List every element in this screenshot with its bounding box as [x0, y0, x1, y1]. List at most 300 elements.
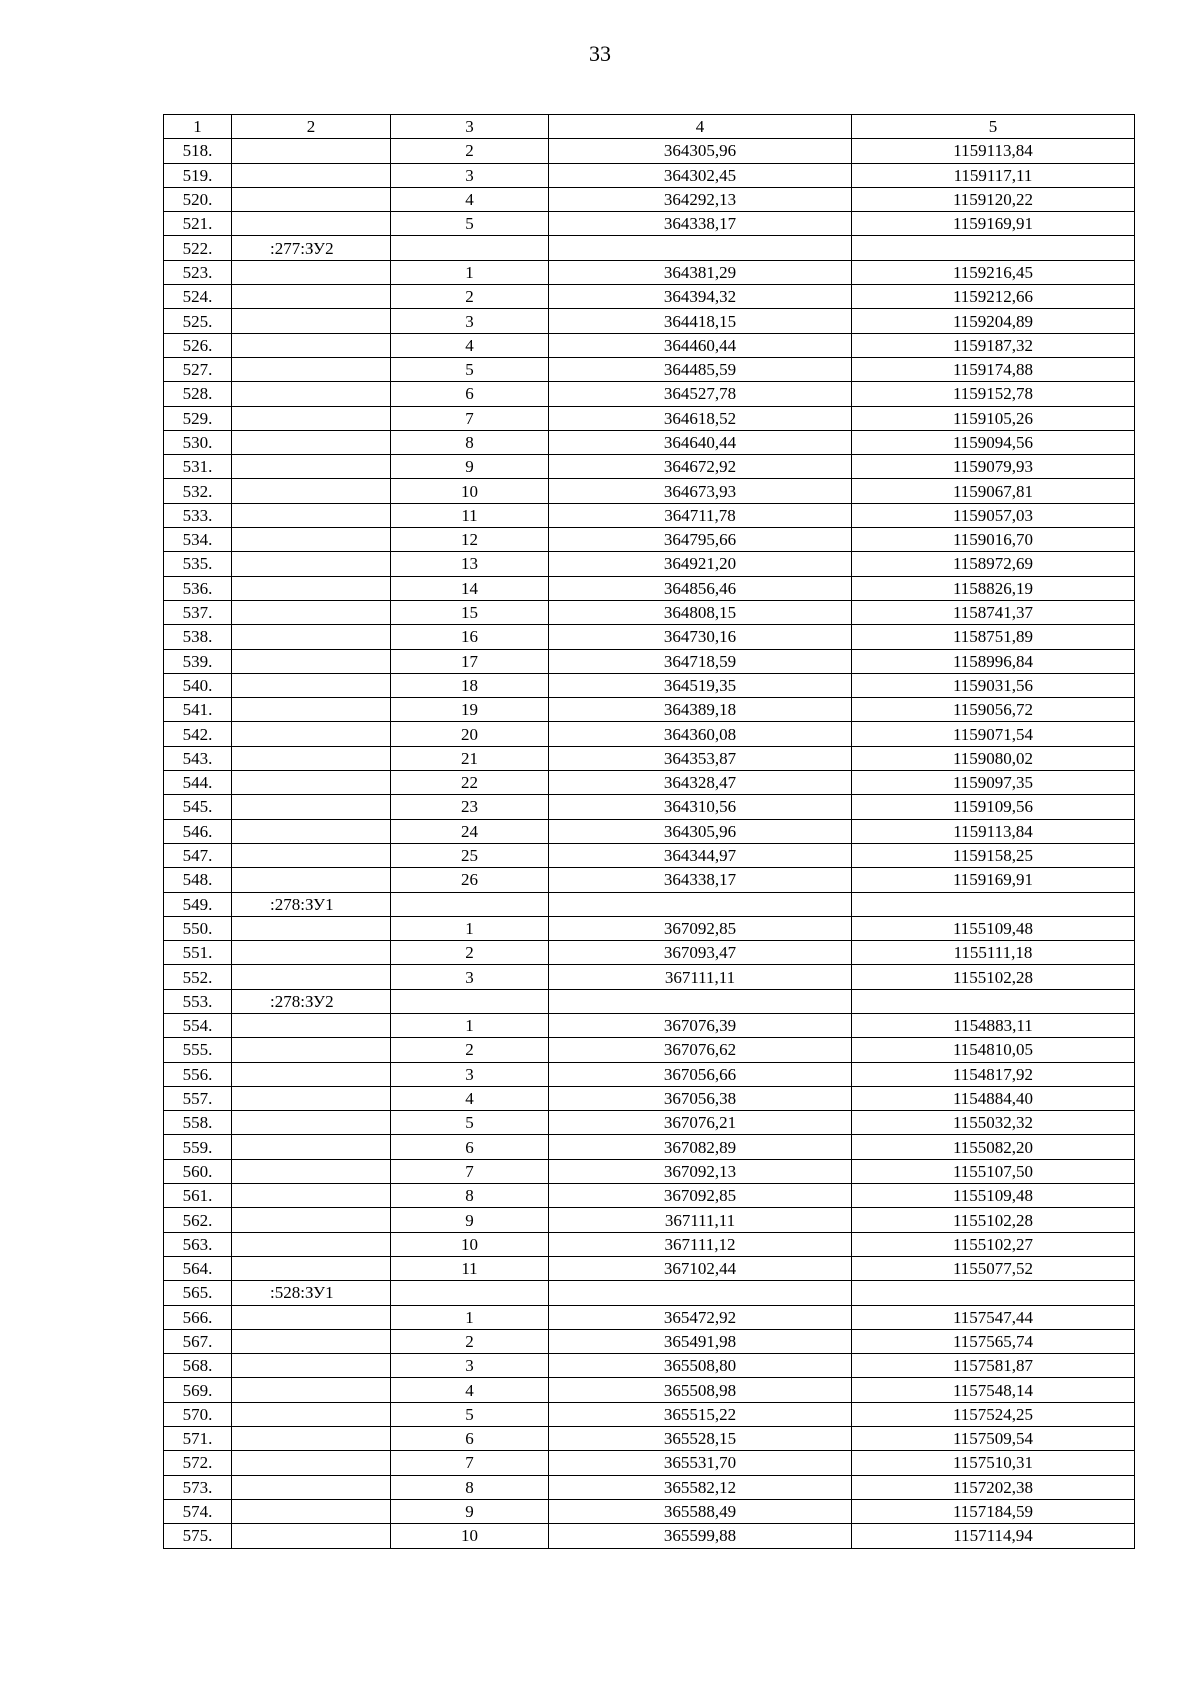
- table-row: [164, 649, 1135, 673]
- point-number-cell: 8: [391, 430, 549, 454]
- parcel-id-cell: [232, 941, 391, 965]
- y-coordinate-cell: 1154810,05: [852, 1038, 1135, 1062]
- y-coordinate-cell: 1159113,84: [852, 139, 1135, 163]
- x-coordinate-cell: 367092,85: [549, 916, 852, 940]
- x-coordinate-cell: 365599,88: [549, 1524, 852, 1548]
- x-coordinate-cell: 367093,47: [549, 941, 852, 965]
- parcel-id-cell: :278:ЗУ1: [232, 892, 391, 916]
- y-coordinate-cell: 1154883,11: [852, 1013, 1135, 1037]
- x-coordinate-cell: 365582,12: [549, 1475, 852, 1499]
- point-number-cell: 20: [391, 722, 549, 746]
- table-row: [164, 1135, 1135, 1159]
- y-coordinate-cell: [852, 989, 1135, 1013]
- y-coordinate-cell: 1155102,28: [852, 965, 1135, 989]
- table-row: [164, 455, 1135, 479]
- point-number-cell: 8: [391, 1184, 549, 1208]
- x-coordinate-cell: [549, 236, 852, 260]
- point-number-cell: 11: [391, 1256, 549, 1280]
- table-row: [164, 1232, 1135, 1256]
- point-number-cell: 7: [391, 1159, 549, 1183]
- row-number-cell: 538.: [164, 625, 232, 649]
- table-row: [164, 333, 1135, 357]
- x-coordinate-cell: 367056,66: [549, 1062, 852, 1086]
- parcel-id-cell: [232, 333, 391, 357]
- x-coordinate-cell: 364338,17: [549, 212, 852, 236]
- y-coordinate-cell: 1159067,81: [852, 479, 1135, 503]
- point-number-cell: 11: [391, 503, 549, 527]
- y-coordinate-cell: 1155102,27: [852, 1232, 1135, 1256]
- point-number-cell: 1: [391, 1305, 549, 1329]
- x-coordinate-cell: 367076,21: [549, 1111, 852, 1135]
- row-number-cell: 542.: [164, 722, 232, 746]
- point-number-cell: 2: [391, 1038, 549, 1062]
- y-coordinate-cell: 1157509,54: [852, 1427, 1135, 1451]
- table-row: [164, 1013, 1135, 1037]
- row-number-cell: 520.: [164, 187, 232, 211]
- point-number-cell: 1: [391, 916, 549, 940]
- x-coordinate-cell: 365515,22: [549, 1402, 852, 1426]
- table-row: [164, 1354, 1135, 1378]
- table-row: [164, 941, 1135, 965]
- point-number-cell: 2: [391, 941, 549, 965]
- x-coordinate-cell: [549, 1281, 852, 1305]
- row-number-cell: 563.: [164, 1232, 232, 1256]
- y-coordinate-cell: 1157524,25: [852, 1402, 1135, 1426]
- row-number-cell: 567.: [164, 1329, 232, 1353]
- point-number-cell: 6: [391, 1135, 549, 1159]
- x-coordinate-cell: 364673,93: [549, 479, 852, 503]
- parcel-id-cell: [232, 1305, 391, 1329]
- point-number-cell: 2: [391, 1329, 549, 1353]
- row-number-cell: 564.: [164, 1256, 232, 1280]
- point-number-cell: [391, 989, 549, 1013]
- table-row: [164, 795, 1135, 819]
- y-coordinate-cell: 1158751,89: [852, 625, 1135, 649]
- row-number-cell: 545.: [164, 795, 232, 819]
- row-number-cell: 568.: [164, 1354, 232, 1378]
- parcel-id-cell: [232, 625, 391, 649]
- x-coordinate-cell: 365528,15: [549, 1427, 852, 1451]
- parcel-id-cell: [232, 430, 391, 454]
- table-row: [164, 746, 1135, 770]
- point-number-cell: 17: [391, 649, 549, 673]
- point-number-cell: 6: [391, 382, 549, 406]
- parcel-id-cell: [232, 916, 391, 940]
- y-coordinate-cell: 1157548,14: [852, 1378, 1135, 1402]
- parcel-id-cell: [232, 163, 391, 187]
- y-coordinate-cell: 1159113,84: [852, 819, 1135, 843]
- y-coordinate-cell: 1155109,48: [852, 916, 1135, 940]
- x-coordinate-cell: 364302,45: [549, 163, 852, 187]
- parcel-id-cell: [232, 771, 391, 795]
- row-number-cell: 534.: [164, 528, 232, 552]
- table-row: [164, 1305, 1135, 1329]
- point-number-cell: 2: [391, 139, 549, 163]
- y-coordinate-cell: [852, 892, 1135, 916]
- x-coordinate-cell: 364460,44: [549, 333, 852, 357]
- point-number-cell: 18: [391, 673, 549, 697]
- point-number-cell: 4: [391, 333, 549, 357]
- point-number-cell: 3: [391, 965, 549, 989]
- row-number-cell: 550.: [164, 916, 232, 940]
- row-number-cell: 554.: [164, 1013, 232, 1037]
- table-row: [164, 1111, 1135, 1135]
- x-coordinate-cell: 367076,39: [549, 1013, 852, 1037]
- point-number-cell: 4: [391, 187, 549, 211]
- table-row: [164, 1475, 1135, 1499]
- y-coordinate-cell: 1159174,88: [852, 357, 1135, 381]
- column-header-2: 2: [232, 115, 391, 139]
- row-number-cell: 555.: [164, 1038, 232, 1062]
- x-coordinate-cell: 367111,11: [549, 1208, 852, 1232]
- point-number-cell: 10: [391, 479, 549, 503]
- x-coordinate-cell: 364485,59: [549, 357, 852, 381]
- x-coordinate-cell: 367076,62: [549, 1038, 852, 1062]
- point-number-cell: 3: [391, 163, 549, 187]
- x-coordinate-cell: 365472,92: [549, 1305, 852, 1329]
- parcel-id-cell: :528:ЗУ1: [232, 1281, 391, 1305]
- y-coordinate-cell: 1159031,56: [852, 673, 1135, 697]
- table-row: [164, 600, 1135, 624]
- parcel-id-cell: [232, 1499, 391, 1523]
- row-number-cell: 546.: [164, 819, 232, 843]
- row-number-cell: 522.: [164, 236, 232, 260]
- row-number-cell: 531.: [164, 455, 232, 479]
- x-coordinate-cell: 364921,20: [549, 552, 852, 576]
- y-coordinate-cell: 1157581,87: [852, 1354, 1135, 1378]
- table-row: [164, 1451, 1135, 1475]
- point-number-cell: 19: [391, 698, 549, 722]
- table-row: [164, 1208, 1135, 1232]
- point-number-cell: 7: [391, 406, 549, 430]
- y-coordinate-cell: 1155107,50: [852, 1159, 1135, 1183]
- row-number-cell: 536.: [164, 576, 232, 600]
- y-coordinate-cell: 1159057,03: [852, 503, 1135, 527]
- point-number-cell: [391, 892, 549, 916]
- row-number-cell: 518.: [164, 139, 232, 163]
- row-number-cell: 570.: [164, 1402, 232, 1426]
- parcel-id-cell: [232, 139, 391, 163]
- y-coordinate-cell: 1159158,25: [852, 843, 1135, 867]
- row-number-cell: 547.: [164, 843, 232, 867]
- y-coordinate-cell: 1157547,44: [852, 1305, 1135, 1329]
- y-coordinate-cell: 1159117,11: [852, 163, 1135, 187]
- x-coordinate-cell: [549, 892, 852, 916]
- point-number-cell: 16: [391, 625, 549, 649]
- y-coordinate-cell: 1155082,20: [852, 1135, 1135, 1159]
- x-coordinate-cell: 364640,44: [549, 430, 852, 454]
- point-number-cell: 5: [391, 212, 549, 236]
- y-coordinate-cell: 1159071,54: [852, 722, 1135, 746]
- y-coordinate-cell: [852, 1281, 1135, 1305]
- table-row: [164, 1378, 1135, 1402]
- row-number-cell: 573.: [164, 1475, 232, 1499]
- point-number-cell: 4: [391, 1378, 549, 1402]
- table-row: [164, 868, 1135, 892]
- x-coordinate-cell: 364519,35: [549, 673, 852, 697]
- y-coordinate-cell: 1157510,31: [852, 1451, 1135, 1475]
- x-coordinate-cell: 367056,38: [549, 1086, 852, 1110]
- row-number-cell: 553.: [164, 989, 232, 1013]
- x-coordinate-cell: 364730,16: [549, 625, 852, 649]
- row-number-cell: 551.: [164, 941, 232, 965]
- table-row: [164, 673, 1135, 697]
- point-number-cell: 10: [391, 1232, 549, 1256]
- point-number-cell: 13: [391, 552, 549, 576]
- column-header-1: 1: [164, 115, 232, 139]
- row-number-cell: 533.: [164, 503, 232, 527]
- row-number-cell: 561.: [164, 1184, 232, 1208]
- table-row: [164, 1329, 1135, 1353]
- row-number-cell: 529.: [164, 406, 232, 430]
- y-coordinate-cell: 1159152,78: [852, 382, 1135, 406]
- parcel-id-cell: [232, 1184, 391, 1208]
- point-number-cell: 3: [391, 309, 549, 333]
- row-number-cell: 549.: [164, 892, 232, 916]
- x-coordinate-cell: 365508,98: [549, 1378, 852, 1402]
- parcel-id-cell: [232, 455, 391, 479]
- point-number-cell: [391, 236, 549, 260]
- y-coordinate-cell: 1159079,93: [852, 455, 1135, 479]
- row-number-cell: 521.: [164, 212, 232, 236]
- point-number-cell: 15: [391, 600, 549, 624]
- row-number-cell: 574.: [164, 1499, 232, 1523]
- y-coordinate-cell: 1157202,38: [852, 1475, 1135, 1499]
- row-number-cell: 559.: [164, 1135, 232, 1159]
- y-coordinate-cell: 1159097,35: [852, 771, 1135, 795]
- parcel-id-cell: [232, 260, 391, 284]
- y-coordinate-cell: 1158972,69: [852, 552, 1135, 576]
- point-number-cell: 1: [391, 1013, 549, 1037]
- table-row: [164, 285, 1135, 309]
- x-coordinate-cell: 364338,17: [549, 868, 852, 892]
- table-row: [164, 187, 1135, 211]
- row-number-cell: 537.: [164, 600, 232, 624]
- point-number-cell: 24: [391, 819, 549, 843]
- x-coordinate-cell: 364394,32: [549, 285, 852, 309]
- row-number-cell: 530.: [164, 430, 232, 454]
- table-row: [164, 1159, 1135, 1183]
- table-row: [164, 1402, 1135, 1426]
- point-number-cell: 4: [391, 1086, 549, 1110]
- row-number-cell: 560.: [164, 1159, 232, 1183]
- parcel-id-cell: [232, 746, 391, 770]
- coordinates-table: [163, 114, 1135, 1549]
- x-coordinate-cell: 367111,11: [549, 965, 852, 989]
- table-row: [164, 479, 1135, 503]
- parcel-id-cell: [232, 1329, 391, 1353]
- parcel-id-cell: [232, 1111, 391, 1135]
- parcel-id-cell: [232, 479, 391, 503]
- x-coordinate-cell: 364672,92: [549, 455, 852, 479]
- x-coordinate-cell: 367092,13: [549, 1159, 852, 1183]
- row-number-cell: 541.: [164, 698, 232, 722]
- y-coordinate-cell: 1159212,66: [852, 285, 1135, 309]
- row-number-cell: 539.: [164, 649, 232, 673]
- table-row: [164, 1524, 1135, 1548]
- y-coordinate-cell: 1154884,40: [852, 1086, 1135, 1110]
- page-number: 33: [589, 41, 611, 66]
- table-row: [164, 892, 1135, 916]
- table-row: [164, 139, 1135, 163]
- table-row: [164, 989, 1135, 1013]
- row-number-cell: 540.: [164, 673, 232, 697]
- parcel-id-cell: [232, 673, 391, 697]
- table-row: [164, 819, 1135, 843]
- parcel-id-cell: [232, 406, 391, 430]
- table-row: [164, 771, 1135, 795]
- column-header-3: 3: [391, 115, 549, 139]
- y-coordinate-cell: 1154817,92: [852, 1062, 1135, 1086]
- point-number-cell: 25: [391, 843, 549, 867]
- parcel-id-cell: [232, 819, 391, 843]
- y-coordinate-cell: 1159169,91: [852, 868, 1135, 892]
- point-number-cell: 26: [391, 868, 549, 892]
- row-number-cell: 562.: [164, 1208, 232, 1232]
- y-coordinate-cell: 1155109,48: [852, 1184, 1135, 1208]
- parcel-id-cell: [232, 382, 391, 406]
- parcel-id-cell: [232, 795, 391, 819]
- x-coordinate-cell: 365508,80: [549, 1354, 852, 1378]
- parcel-id-cell: [232, 1135, 391, 1159]
- x-coordinate-cell: 364305,96: [549, 819, 852, 843]
- point-number-cell: 1: [391, 260, 549, 284]
- point-number-cell: 9: [391, 1499, 549, 1523]
- parcel-id-cell: [232, 1232, 391, 1256]
- point-number-cell: 7: [391, 1451, 549, 1475]
- x-coordinate-cell: 365491,98: [549, 1329, 852, 1353]
- table-row: [164, 1184, 1135, 1208]
- parcel-id-cell: [232, 868, 391, 892]
- y-coordinate-cell: 1157114,94: [852, 1524, 1135, 1548]
- y-coordinate-cell: 1159187,32: [852, 333, 1135, 357]
- x-coordinate-cell: 367082,89: [549, 1135, 852, 1159]
- point-number-cell: 10: [391, 1524, 549, 1548]
- y-coordinate-cell: 1155111,18: [852, 941, 1135, 965]
- y-coordinate-cell: 1155077,52: [852, 1256, 1135, 1280]
- row-number-cell: 571.: [164, 1427, 232, 1451]
- table-row: [164, 1086, 1135, 1110]
- point-number-cell: 12: [391, 528, 549, 552]
- row-number-cell: 557.: [164, 1086, 232, 1110]
- x-coordinate-cell: 364381,29: [549, 260, 852, 284]
- y-coordinate-cell: 1158996,84: [852, 649, 1135, 673]
- y-coordinate-cell: 1159056,72: [852, 698, 1135, 722]
- y-coordinate-cell: 1155102,28: [852, 1208, 1135, 1232]
- table-row: [164, 382, 1135, 406]
- table-row: [164, 1062, 1135, 1086]
- table-row: [164, 1499, 1135, 1523]
- row-number-cell: 565.: [164, 1281, 232, 1305]
- x-coordinate-cell: 364618,52: [549, 406, 852, 430]
- x-coordinate-cell: 365588,49: [549, 1499, 852, 1523]
- table-row: [164, 625, 1135, 649]
- row-number-cell: 572.: [164, 1451, 232, 1475]
- y-coordinate-cell: 1158826,19: [852, 576, 1135, 600]
- parcel-id-cell: [232, 843, 391, 867]
- table-row: [164, 212, 1135, 236]
- x-coordinate-cell: 365531,70: [549, 1451, 852, 1475]
- parcel-id-cell: :278:ЗУ2: [232, 989, 391, 1013]
- row-number-cell: 535.: [164, 552, 232, 576]
- x-coordinate-cell: 364527,78: [549, 382, 852, 406]
- table-row: [164, 1281, 1135, 1305]
- table-row: [164, 916, 1135, 940]
- parcel-id-cell: [232, 285, 391, 309]
- parcel-id-cell: [232, 965, 391, 989]
- parcel-id-cell: [232, 1427, 391, 1451]
- point-number-cell: 5: [391, 1402, 549, 1426]
- parcel-id-cell: [232, 722, 391, 746]
- table-row: [164, 163, 1135, 187]
- table-row: [164, 406, 1135, 430]
- y-coordinate-cell: 1158741,37: [852, 600, 1135, 624]
- row-number-cell: 523.: [164, 260, 232, 284]
- table-body: [164, 115, 1135, 1549]
- x-coordinate-cell: 364856,46: [549, 576, 852, 600]
- table-row: [164, 1038, 1135, 1062]
- parcel-id-cell: [232, 576, 391, 600]
- parcel-id-cell: [232, 1524, 391, 1548]
- x-coordinate-cell: 367092,85: [549, 1184, 852, 1208]
- row-number-cell: 532.: [164, 479, 232, 503]
- parcel-id-cell: [232, 1086, 391, 1110]
- table-row: [164, 843, 1135, 867]
- x-coordinate-cell: 364360,08: [549, 722, 852, 746]
- point-number-cell: 2: [391, 285, 549, 309]
- point-number-cell: 23: [391, 795, 549, 819]
- column-header-5: 5: [852, 115, 1135, 139]
- row-number-cell: 526.: [164, 333, 232, 357]
- y-coordinate-cell: 1159016,70: [852, 528, 1135, 552]
- parcel-id-cell: [232, 1013, 391, 1037]
- parcel-id-cell: [232, 1354, 391, 1378]
- parcel-id-cell: [232, 1451, 391, 1475]
- table-row: [164, 309, 1135, 333]
- y-coordinate-cell: 1159080,02: [852, 746, 1135, 770]
- parcel-id-cell: [232, 1256, 391, 1280]
- table-row: [164, 357, 1135, 381]
- parcel-id-cell: [232, 1062, 391, 1086]
- point-number-cell: 5: [391, 357, 549, 381]
- x-coordinate-cell: 367111,12: [549, 1232, 852, 1256]
- table-row: [164, 552, 1135, 576]
- parcel-id-cell: [232, 1038, 391, 1062]
- table-row: [164, 576, 1135, 600]
- parcel-id-cell: [232, 212, 391, 236]
- y-coordinate-cell: 1159109,56: [852, 795, 1135, 819]
- y-coordinate-cell: 1159094,56: [852, 430, 1135, 454]
- x-coordinate-cell: 364808,15: [549, 600, 852, 624]
- parcel-id-cell: [232, 1378, 391, 1402]
- point-number-cell: 8: [391, 1475, 549, 1499]
- y-coordinate-cell: 1159105,26: [852, 406, 1135, 430]
- x-coordinate-cell: 364292,13: [549, 187, 852, 211]
- x-coordinate-cell: 364795,66: [549, 528, 852, 552]
- parcel-id-cell: [232, 1402, 391, 1426]
- y-coordinate-cell: [852, 236, 1135, 260]
- x-coordinate-cell: 364711,78: [549, 503, 852, 527]
- x-coordinate-cell: 367102,44: [549, 1256, 852, 1280]
- row-number-cell: 543.: [164, 746, 232, 770]
- point-number-cell: 22: [391, 771, 549, 795]
- parcel-id-cell: [232, 528, 391, 552]
- row-number-cell: 525.: [164, 309, 232, 333]
- y-coordinate-cell: 1155032,32: [852, 1111, 1135, 1135]
- row-number-cell: 575.: [164, 1524, 232, 1548]
- row-number-cell: 528.: [164, 382, 232, 406]
- row-number-cell: 556.: [164, 1062, 232, 1086]
